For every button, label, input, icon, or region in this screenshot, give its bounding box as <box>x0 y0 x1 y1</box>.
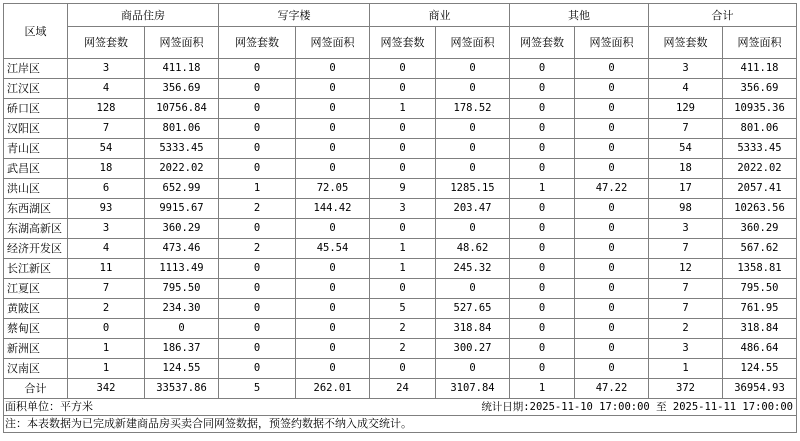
count-cell: 5 <box>370 299 436 319</box>
area-cell: 2057.41 <box>723 179 797 199</box>
area-cell: 360.29 <box>145 219 219 239</box>
count-cell: 0 <box>510 79 575 99</box>
count-cell: 2 <box>68 299 145 319</box>
count-cell: 0 <box>370 279 436 299</box>
header-area: 网签面积 <box>145 27 219 59</box>
count-cell: 4 <box>649 79 723 99</box>
area-cell: 356.69 <box>723 79 797 99</box>
count-cell: 1 <box>510 179 575 199</box>
header-group: 商业 <box>370 4 510 27</box>
area-cell: 10263.56 <box>723 199 797 219</box>
region-name: 合计 <box>4 379 68 399</box>
area-cell: 0 <box>296 139 370 159</box>
region-name: 青山区 <box>4 139 68 159</box>
count-cell: 4 <box>68 79 145 99</box>
count-cell: 2 <box>370 319 436 339</box>
count-cell: 0 <box>219 99 296 119</box>
table-row <box>4 119 797 139</box>
table-row <box>4 99 797 119</box>
area-cell: 801.06 <box>723 119 797 139</box>
count-cell: 0 <box>510 259 575 279</box>
count-cell: 0 <box>510 359 575 379</box>
area-cell: 0 <box>436 219 510 239</box>
region-name: 硚口区 <box>4 99 68 119</box>
area-cell: 0 <box>436 279 510 299</box>
count-cell: 3 <box>649 219 723 239</box>
count-cell: 0 <box>510 59 575 79</box>
count-cell: 0 <box>510 319 575 339</box>
count-cell: 54 <box>68 139 145 159</box>
count-cell: 1 <box>370 239 436 259</box>
area-cell: 2022.02 <box>145 159 219 179</box>
area-cell: 0 <box>575 319 649 339</box>
table-row <box>4 219 797 239</box>
area-cell: 0 <box>575 299 649 319</box>
area-cell: 761.95 <box>723 299 797 319</box>
count-cell: 0 <box>219 219 296 239</box>
area-cell: 124.55 <box>145 359 219 379</box>
count-cell: 17 <box>649 179 723 199</box>
count-cell: 129 <box>649 99 723 119</box>
count-cell: 7 <box>649 239 723 259</box>
count-cell: 1 <box>219 179 296 199</box>
area-cell: 0 <box>296 79 370 99</box>
count-cell: 4 <box>68 239 145 259</box>
count-cell: 0 <box>510 299 575 319</box>
area-cell: 473.46 <box>145 239 219 259</box>
area-cell: 0 <box>575 239 649 259</box>
header-row-sub <box>4 27 797 59</box>
count-cell: 0 <box>510 279 575 299</box>
count-cell: 0 <box>370 79 436 99</box>
area-cell: 356.69 <box>145 79 219 99</box>
area-cell: 300.27 <box>436 339 510 359</box>
count-cell: 0 <box>219 59 296 79</box>
header-area: 网签面积 <box>723 27 797 59</box>
table-row <box>4 339 797 359</box>
count-cell: 7 <box>68 279 145 299</box>
header-count: 网签套数 <box>68 27 145 59</box>
area-cell: 411.18 <box>723 59 797 79</box>
table-row <box>4 159 797 179</box>
area-cell: 0 <box>575 199 649 219</box>
count-cell: 7 <box>649 299 723 319</box>
area-cell: 795.50 <box>145 279 219 299</box>
region-name: 东湖高新区 <box>4 219 68 239</box>
area-cell: 360.29 <box>723 219 797 239</box>
count-cell: 0 <box>219 139 296 159</box>
region-name: 江夏区 <box>4 279 68 299</box>
region-name: 江汉区 <box>4 79 68 99</box>
table-row <box>4 259 797 279</box>
count-cell: 1 <box>370 259 436 279</box>
region-name: 武昌区 <box>4 159 68 179</box>
area-cell: 3107.84 <box>436 379 510 399</box>
area-cell: 486.64 <box>723 339 797 359</box>
count-cell: 12 <box>649 259 723 279</box>
count-cell: 0 <box>510 239 575 259</box>
count-cell: 98 <box>649 199 723 219</box>
count-cell: 0 <box>370 219 436 239</box>
area-cell: 652.99 <box>145 179 219 199</box>
area-cell: 0 <box>436 119 510 139</box>
count-cell: 0 <box>370 359 436 379</box>
area-cell: 0 <box>296 59 370 79</box>
area-cell: 36954.93 <box>723 379 797 399</box>
count-cell: 0 <box>219 279 296 299</box>
header-area: 网签面积 <box>296 27 370 59</box>
header-region: 区域 <box>4 4 68 59</box>
count-cell: 0 <box>510 219 575 239</box>
region-name: 汉南区 <box>4 359 68 379</box>
count-cell: 0 <box>370 159 436 179</box>
area-cell: 1113.49 <box>145 259 219 279</box>
area-cell: 0 <box>296 159 370 179</box>
table-row <box>4 299 797 319</box>
area-cell: 0 <box>296 119 370 139</box>
count-cell: 0 <box>510 199 575 219</box>
count-cell: 1 <box>68 339 145 359</box>
count-cell: 1 <box>68 359 145 379</box>
area-cell: 48.62 <box>436 239 510 259</box>
count-cell: 54 <box>649 139 723 159</box>
count-cell: 0 <box>510 139 575 159</box>
area-cell: 527.65 <box>436 299 510 319</box>
count-cell: 0 <box>219 259 296 279</box>
footer-note-row <box>4 416 797 433</box>
area-cell: 0 <box>436 79 510 99</box>
count-cell: 0 <box>219 79 296 99</box>
area-cell: 0 <box>296 299 370 319</box>
count-cell: 0 <box>510 119 575 139</box>
area-cell: 178.52 <box>436 99 510 119</box>
region-name: 经济开发区 <box>4 239 68 259</box>
region-name: 汉阳区 <box>4 119 68 139</box>
area-cell: 10935.36 <box>723 99 797 119</box>
count-cell: 0 <box>219 339 296 359</box>
area-cell: 0 <box>575 59 649 79</box>
area-cell: 2022.02 <box>723 159 797 179</box>
count-cell: 0 <box>510 99 575 119</box>
area-cell: 72.05 <box>296 179 370 199</box>
area-cell: 234.30 <box>145 299 219 319</box>
count-cell: 3 <box>370 199 436 219</box>
area-cell: 0 <box>575 259 649 279</box>
header-row-groups <box>4 4 797 27</box>
count-cell: 0 <box>510 159 575 179</box>
header-count: 网签套数 <box>649 27 723 59</box>
count-cell: 3 <box>649 339 723 359</box>
count-cell: 0 <box>219 319 296 339</box>
count-cell: 5 <box>219 379 296 399</box>
region-name: 长江新区 <box>4 259 68 279</box>
footer-unit-row <box>4 399 797 416</box>
area-cell: 203.47 <box>436 199 510 219</box>
area-cell: 0 <box>296 359 370 379</box>
area-cell: 0 <box>575 119 649 139</box>
header-area: 网签面积 <box>436 27 510 59</box>
area-cell: 0 <box>575 159 649 179</box>
header-area: 网签面积 <box>575 27 649 59</box>
table-row <box>4 59 797 79</box>
area-cell: 262.01 <box>296 379 370 399</box>
count-cell: 11 <box>68 259 145 279</box>
footer-period: 统计日期:2025-11-10 17:00:00 至 2025-11-11 17:00:00 <box>481 401 793 413</box>
area-cell: 0 <box>575 339 649 359</box>
area-cell: 0 <box>296 319 370 339</box>
count-cell: 7 <box>649 279 723 299</box>
count-cell: 2 <box>219 239 296 259</box>
area-cell: 0 <box>575 279 649 299</box>
area-cell: 0 <box>436 59 510 79</box>
footer-unit: 面积单位：平方米 <box>5 400 93 413</box>
area-cell: 47.22 <box>575 179 649 199</box>
count-cell: 1 <box>649 359 723 379</box>
area-cell: 0 <box>575 219 649 239</box>
count-cell: 6 <box>68 179 145 199</box>
table-row <box>4 199 797 219</box>
area-cell: 0 <box>296 259 370 279</box>
area-cell: 10756.84 <box>145 99 219 119</box>
count-cell: 0 <box>68 319 145 339</box>
count-cell: 24 <box>370 379 436 399</box>
header-group: 合计 <box>649 4 797 27</box>
count-cell: 342 <box>68 379 145 399</box>
count-cell: 18 <box>649 159 723 179</box>
area-cell: 1285.15 <box>436 179 510 199</box>
area-cell: 0 <box>436 139 510 159</box>
area-cell: 0 <box>296 339 370 359</box>
table-row <box>4 359 797 379</box>
footer-note: 注：本表数据为已完成新建商品房买卖合同网签数据，预签约数据不纳入成交统计。 <box>5 417 412 430</box>
area-cell: 45.54 <box>296 239 370 259</box>
header-count: 网签套数 <box>219 27 296 59</box>
header-group: 其他 <box>510 4 649 27</box>
area-cell: 245.32 <box>436 259 510 279</box>
area-cell: 0 <box>145 319 219 339</box>
count-cell: 3 <box>68 219 145 239</box>
region-name: 东西湖区 <box>4 199 68 219</box>
header-count: 网签套数 <box>370 27 436 59</box>
count-cell: 0 <box>219 119 296 139</box>
table-row <box>4 279 797 299</box>
table-row <box>4 79 797 99</box>
area-cell: 0 <box>296 99 370 119</box>
table-row <box>4 179 797 199</box>
area-cell: 0 <box>296 219 370 239</box>
count-cell: 0 <box>370 119 436 139</box>
count-cell: 7 <box>649 119 723 139</box>
count-cell: 0 <box>219 359 296 379</box>
count-cell: 93 <box>68 199 145 219</box>
area-cell: 0 <box>575 79 649 99</box>
area-cell: 795.50 <box>723 279 797 299</box>
area-cell: 0 <box>436 359 510 379</box>
area-cell: 5333.45 <box>723 139 797 159</box>
header-group: 商品住房 <box>68 4 219 27</box>
count-cell: 7 <box>68 119 145 139</box>
sales-table <box>3 3 797 433</box>
region-name: 洪山区 <box>4 179 68 199</box>
area-cell: 186.37 <box>145 339 219 359</box>
header-count: 网签套数 <box>510 27 575 59</box>
area-cell: 567.62 <box>723 239 797 259</box>
area-cell: 318.84 <box>436 319 510 339</box>
area-cell: 144.42 <box>296 199 370 219</box>
area-cell: 9915.67 <box>145 199 219 219</box>
area-cell: 0 <box>575 99 649 119</box>
count-cell: 0 <box>219 159 296 179</box>
count-cell: 1 <box>510 379 575 399</box>
area-cell: 411.18 <box>145 59 219 79</box>
area-cell: 0 <box>436 159 510 179</box>
table-row <box>4 139 797 159</box>
region-name: 蔡甸区 <box>4 319 68 339</box>
area-cell: 33537.86 <box>145 379 219 399</box>
count-cell: 18 <box>68 159 145 179</box>
header-group: 写字楼 <box>219 4 370 27</box>
count-cell: 3 <box>649 59 723 79</box>
count-cell: 0 <box>219 299 296 319</box>
table-row <box>4 319 797 339</box>
count-cell: 2 <box>370 339 436 359</box>
count-cell: 0 <box>370 139 436 159</box>
area-cell: 0 <box>575 359 649 379</box>
area-cell: 801.06 <box>145 119 219 139</box>
area-cell: 47.22 <box>575 379 649 399</box>
count-cell: 1 <box>370 99 436 119</box>
table-row <box>4 239 797 259</box>
count-cell: 372 <box>649 379 723 399</box>
area-cell: 1358.81 <box>723 259 797 279</box>
count-cell: 0 <box>370 59 436 79</box>
total-row <box>4 379 797 399</box>
count-cell: 2 <box>649 319 723 339</box>
area-cell: 318.84 <box>723 319 797 339</box>
region-name: 黄陂区 <box>4 299 68 319</box>
area-cell: 5333.45 <box>145 139 219 159</box>
count-cell: 2 <box>219 199 296 219</box>
area-cell: 124.55 <box>723 359 797 379</box>
count-cell: 0 <box>510 339 575 359</box>
region-name: 江岸区 <box>4 59 68 79</box>
count-cell: 9 <box>370 179 436 199</box>
region-name: 新洲区 <box>4 339 68 359</box>
count-cell: 3 <box>68 59 145 79</box>
count-cell: 128 <box>68 99 145 119</box>
area-cell: 0 <box>296 279 370 299</box>
area-cell: 0 <box>575 139 649 159</box>
